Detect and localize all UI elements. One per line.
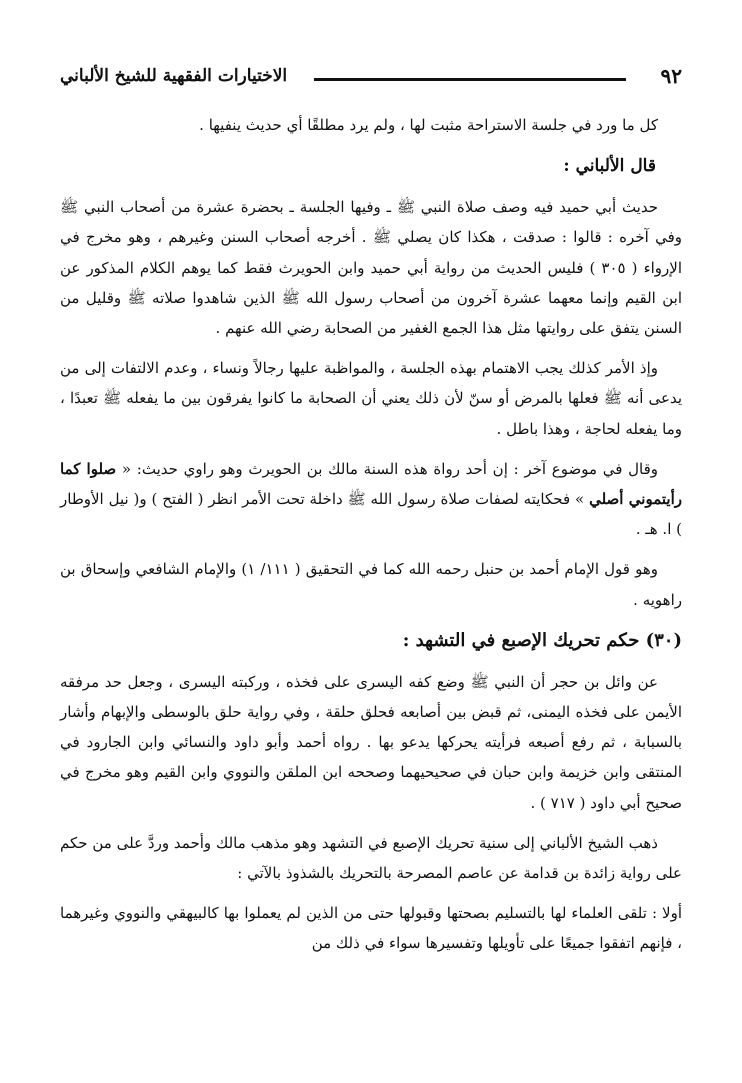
section-heading-albani: قال الألباني : [563, 156, 656, 177]
page-body [60, 110, 682, 969]
paragraph-1: كل ما ورد في جلسة الاستراحة مثبت لها ، ولم يرد مطلقًا أي حديث ينفيها . [199, 116, 658, 134]
paragraph-5: وهو قول الإمام أحمد بن حنبل رحمه الله كما في التحقيق ( ١١١/ ١) والإمام الشافعي وإسحاق بن راهويه . [60, 560, 682, 609]
running-title: الاختيارات الفقهية للشيخ الألباني [60, 66, 288, 86]
paragraph-4: وقال في موضوع آخر : إن أحد رواة هذه السنة مالك بن الحويرث وهو راوي حديث: « صلوا كما رأيتموني أصلي » فحكايته لصفات صلاة رسول الله ﷺ داخلة تحت الأمر انظر ( الفتح ) و( نيل الأوطار ) ا. هـ . [60, 459, 682, 539]
header-rule [314, 78, 626, 81]
hadith-quote: صلوا كما رأيتموني أصلي [60, 459, 682, 509]
section-heading-30: (٣٠) حكم تحريك الإصبع في التشهد : [402, 629, 682, 651]
page-header [60, 62, 682, 92]
paragraph-2: حديث أبي حميد فيه وصف صلاة النبي ﷺ ـ وفيها الجلسة ـ بحضرة عشرة من أصحاب النبي ﷺ وفي آخره : قالوا : صدقت ، هكذا كان يصلي ﷺ . أخرجه أصحاب السنن وغيرهم ، وهو مخرج في الإرواء ( ٣٠٥ ) فليس الحديث من رواية أبي حميد وابن الحويرث فقط كما يوهم الكلام المذكور عن ابن القيم وإنما معهما عشرة آخرون من أصحاب رسول الله ﷺ الذين شاهدوا صلاته ﷺ وقليل من السنن يتفق على روايتها مثل هذا الجمع الغفير من الصحابة رضي الله عنهم . [60, 198, 683, 338]
paragraph-8: أولا : تلقى العلماء لها بالتسليم بصحتها وقبولها حتى من الذين لم يعملوا بها كالبيهقي والنووي وغيرهما ، فإنهم اتفقوا جميعًا على تأويلها وتفسيرها سواء في ذلك من [60, 904, 682, 953]
paragraph-3: وإذ الأمر كذلك يجب الاهتمام بهذه الجلسة ، والمواظبة عليها رجالاً ونساء ، وعدم الالتفات إلى من يدعى أنه ﷺ فعلها بالمرض أو سنّ لأن ذلك يعني أن الصحابة ما كانوا يفرقون بين ما يفعله ﷺ تعبدًا ، وما يفعله لحاجة ، وهذا باطل . [60, 359, 682, 438]
paragraph-6: عن وائل بن حجر أن النبي ﷺ وضع كفه اليسرى على فخذه ، وركبته اليسرى ، وجعل حد مرفقه الأيمن على فخذه اليمنى، ثم قبض بين أصابعه فحلق حلقة ، وفي رواية حلق بالوسطى والإبهام وأشار بالسبابة ، ثم رفع أصبعه فرأيته يحركها يدعو بها . رواه أحمد وأبو داود والنسائي وابن الجارود في المنتقى وابن خزيمة وابن حبان في صحيحيهما وصححه ابن الملقن والنووي وابن القيم وهو مخرج في صحيح أبي داود ( ٧١٧ ) . [60, 672, 682, 812]
page-number: ٩٢ [660, 64, 682, 88]
paragraph-7: ذهب الشيخ الألباني إلى سنية تحريك الإصبع في التشهد وهو مذهب مالك وأحمد وردَّ على من حكم على رواية زائدة بن قدامة عن عاصم المصرحة بالتحريك بالشذوذ بالآتي : [60, 833, 682, 883]
